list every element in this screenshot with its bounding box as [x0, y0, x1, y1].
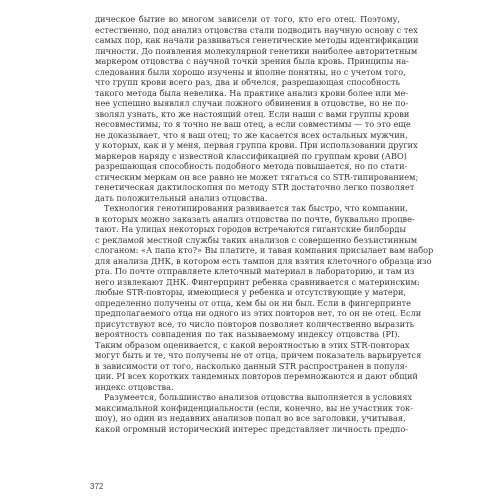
text-line: разрешающая способность подобного метода повышается, но по стати-	[95, 161, 408, 171]
text-line: Разумеется, большинство анализов отцовства выполняется в условиях	[104, 392, 413, 402]
text-line: присутствуют все, то число повторов позволяет количественно выразить	[95, 318, 415, 329]
paragraph	[95, 203, 434, 392]
page-number: 372	[90, 482, 104, 491]
text-line: маркеров наряду с известной классификацией по группам крови (АВО)	[95, 150, 407, 161]
text-line: маркером отцовства с научной точки зрения была кровь. Принципы на-	[95, 56, 409, 66]
text-line: Технология генотипирования развивается так быстро, что компании,	[104, 203, 408, 213]
text-line: него извлекают ДНК. Фингерпринт ребенка сравнивается с материнским:	[95, 276, 420, 287]
text-line: самых пор, как начали развиваться генетические методы идентификации	[95, 35, 419, 45]
paragraph	[95, 392, 413, 434]
text-line: у которых, как и у меня, первая группа крови. При использовании других	[95, 140, 418, 150]
text-line: дать положительный анализ отцовства.	[95, 192, 268, 203]
text-line: индекс отцовства.	[95, 381, 174, 392]
text-line: вероятность совпадения по так называемому индексу отцовства (PI).	[95, 329, 400, 339]
text-line: зволял узнать, кто же настоящий отец. Если наши с вами группы крови	[95, 108, 410, 119]
body-text	[95, 14, 434, 434]
text-line: в зависимости от того, насколько данный STR распространен в популя-	[95, 360, 408, 371]
text-line: предполагаемого отца ни одного из этих повторов нет, то он не отец. Если	[95, 308, 422, 318]
text-line: генетическая дактилоскопия по методу STR достаточно легко позволяет	[95, 182, 415, 192]
text-line: определенно получены от отца, кем бы он ни был. Если в фингерпринте	[95, 297, 412, 308]
text-line: стическим меркам он все равно не может тягаться со STR-типированием;	[95, 171, 419, 182]
text-line: следования были хорошо изучены и вполне понятны, но с учетом того,	[95, 66, 406, 77]
text-line: ции. PI всех коротких тандемных повторов перемножаются и дают общий	[95, 371, 418, 381]
text-line: что групп крови всего раз, два и обчелся, разрешающая способность	[95, 77, 400, 87]
text-line: Таким образом оценивается, с какой вероятностью в этих STR-повторах	[95, 339, 410, 350]
text-line: личности. До появления молекулярной генетики наиболее авторитетным	[95, 45, 418, 56]
text-line: любые STR-повторы, имеющиеся у ребенка и отсутствующие у матери,	[95, 287, 407, 297]
text-line: шоу), но один из недавних анализов попал во все заголовки, учитывая,	[95, 413, 406, 423]
text-line: для анализа ДНК, в котором есть тампон для взятия клеточного образца изо	[95, 255, 432, 266]
text-line: естественно, под анализ отцовства стали подводить научную основу с тех	[95, 24, 418, 35]
text-line: слоганом: «А папа кто?» Вы платите, и тавая компания присылает вам набор	[95, 245, 434, 255]
text-line: какой огромный исторический интерес представляет личность предпо-	[95, 423, 409, 434]
text-line: в которых можно заказать анализ отцовства по почте, буквально процве-	[95, 213, 415, 224]
text-line: с рекламой местной службы таких анализов с совершенно безъистинным	[95, 234, 418, 245]
text-line: такого метода была невелика. На практике анализ крови более или ме-	[95, 87, 409, 98]
text-line: тают. На улицах некоторых городов встречаются гигантские билборды	[95, 224, 406, 234]
text-line: максимальной конфиденциальности (если, конечно, вы не участник ток-	[95, 402, 413, 413]
text-line: дическое бытие во многом зависели от того, кто его отец. Поэтому,	[95, 14, 400, 24]
text-line: несовместимы, то я точно не ваш отец, а если совместимы — то это еще	[95, 119, 411, 129]
text-line: рта. По почте отправляете клеточный материал в лабораторию, и там из	[95, 266, 415, 276]
text-line: могут быть и те, что получены не от отца, причем показатель варьируется	[95, 350, 422, 360]
paragraph	[95, 14, 419, 203]
text-line: не доказывает, что я ваш отец; то же касается всех остальных мужчин,	[95, 129, 408, 140]
text-line: нее успешно выявлял случаи ложного обвинения в отцовстве, но не по-	[95, 98, 409, 108]
